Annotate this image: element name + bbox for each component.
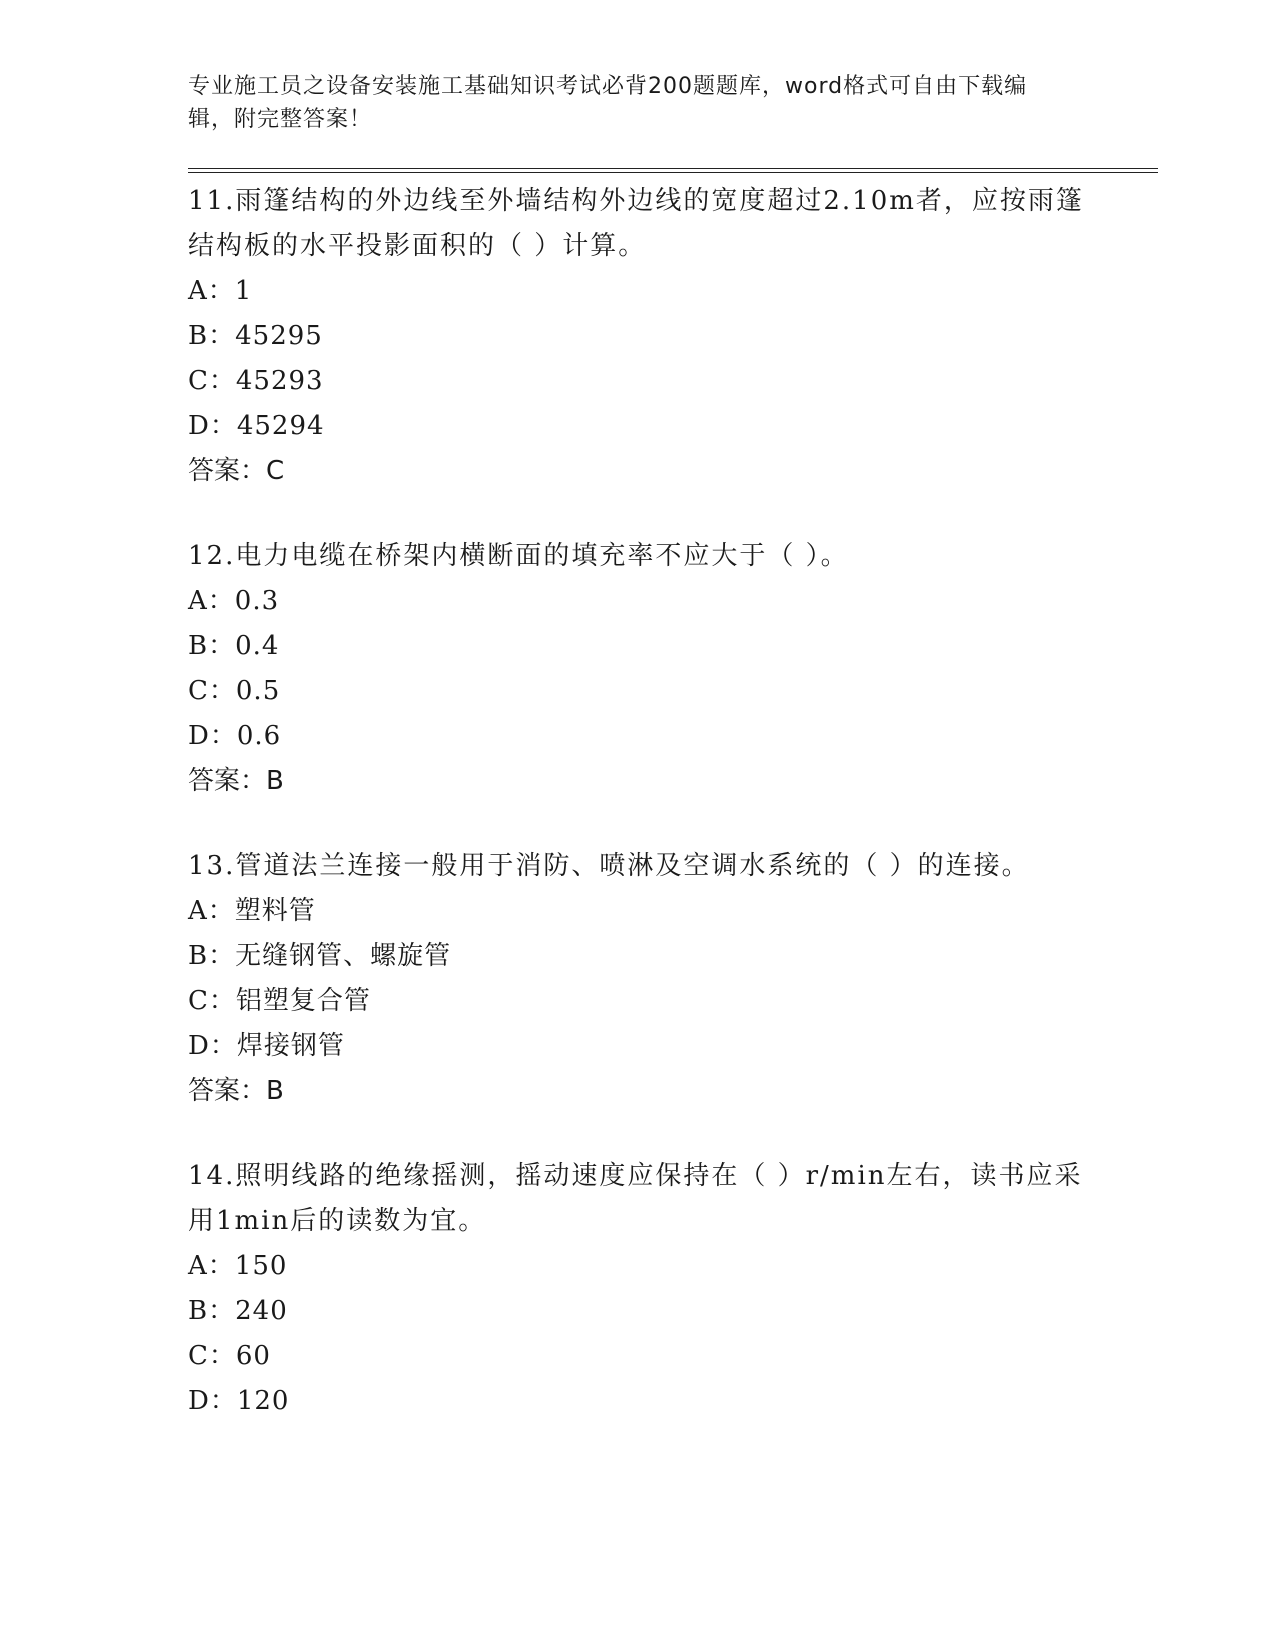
option-c: C：0.5 [188, 676, 281, 706]
option-a: A：150 [188, 1251, 288, 1281]
option-c: C：45293 [188, 366, 324, 396]
option-b: B：240 [188, 1296, 288, 1326]
option-d: D：45294 [188, 411, 325, 441]
question-stem: 11.雨篷结构的外边线至外墙结构外边线的宽度超过2.10m者，应按雨篷结构板的水平投影面积的（ ）计算。 [188, 186, 1084, 261]
answer-line: 答案：B [188, 1076, 284, 1106]
answer-line: 答案：B [188, 766, 284, 796]
option-c: C：60 [188, 1341, 271, 1371]
question-12 [188, 534, 1158, 804]
option-c: C：铝塑复合管 [188, 986, 371, 1016]
question-stem: 13.管道法兰连接一般用于消防、喷淋及空调水系统的（ ）的连接。 [188, 851, 1030, 881]
option-b: B：无缝钢管、螺旋管 [188, 941, 452, 971]
option-a: A：0.3 [188, 586, 280, 616]
document-page [188, 70, 1158, 1464]
option-d: D：120 [188, 1386, 290, 1416]
question-14 [188, 1154, 1158, 1424]
question-list [188, 179, 1158, 1424]
option-a: A：1 [188, 276, 253, 306]
option-b: B：0.4 [188, 631, 280, 661]
option-b: B：45295 [188, 321, 323, 351]
question-13 [188, 844, 1158, 1114]
option-d: D：0.6 [188, 721, 282, 751]
question-stem: 12.电力电缆在桥架内横断面的填充率不应大于（ ）。 [188, 541, 849, 571]
answer-line: 答案：C [188, 456, 285, 486]
question-stem: 14.照明线路的绝缘摇测，摇动速度应保持在（ ）r/min左右，读书应采用1min后的读数为宜。 [188, 1161, 1083, 1236]
document-header: 专业施工员之设备安装施工基础知识考试必背200题题库，word格式可自由下载编辑，附完整答案！ [188, 74, 1028, 132]
question-11 [188, 179, 1158, 494]
option-d: D：焊接钢管 [188, 1031, 345, 1061]
header-double-rule [188, 168, 1158, 173]
option-a: A：塑料管 [188, 896, 316, 926]
